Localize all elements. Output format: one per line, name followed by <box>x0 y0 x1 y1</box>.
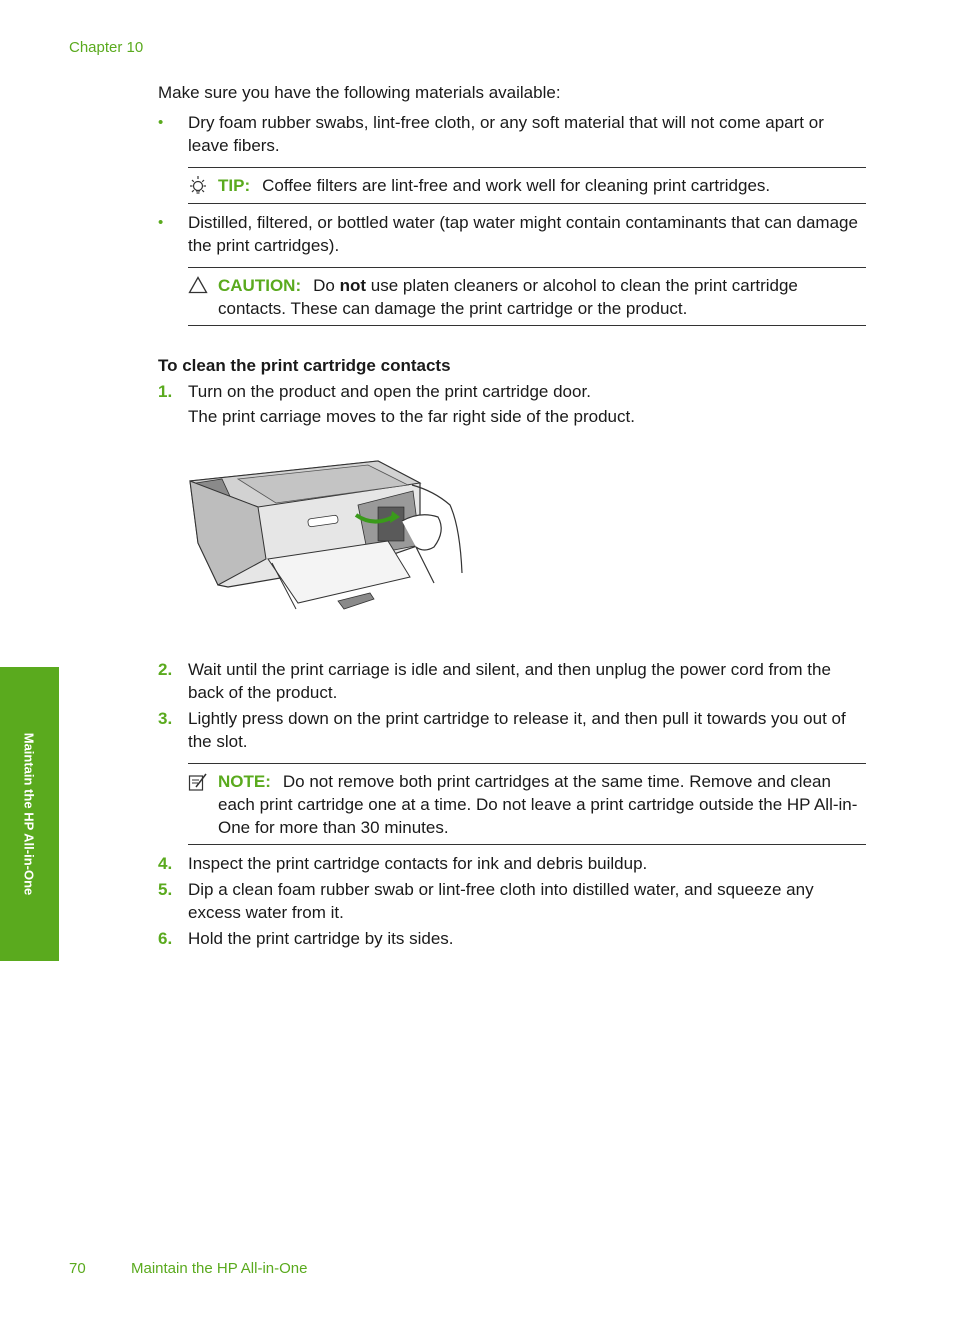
step-text: Dip a clean foam rubber swab or lint-free cloth into distilled water, and squeeze any excess water from it. <box>188 880 814 922</box>
step-item <box>158 927 868 950</box>
bullet-mark: • <box>158 114 164 131</box>
caution-box <box>188 267 866 326</box>
step-item <box>158 380 868 428</box>
bullet-text: Distilled, filtered, or bottled water (tap water might contain contaminants that can damage the print cartridges). <box>188 213 858 255</box>
printer-illustration <box>188 455 468 623</box>
step-number: 1. <box>158 382 173 401</box>
step-number: 4. <box>158 854 173 873</box>
tip-box <box>188 167 866 204</box>
caution-text-before: Do <box>313 276 340 295</box>
side-tab-label: Maintain the HP All-in-One <box>21 732 37 896</box>
list-item <box>158 111 868 157</box>
step-item <box>158 707 868 753</box>
bullet-mark: • <box>158 214 164 231</box>
step-text: Inspect the print cartridge contacts for ink and debris buildup. <box>188 854 648 873</box>
step-text: Hold the print cartridge by its sides. <box>188 929 454 948</box>
note-label: NOTE: <box>218 772 271 791</box>
note-pencil-icon <box>188 772 208 798</box>
section-title: To clean the print cartridge contacts <box>158 356 451 375</box>
step-number: 5. <box>158 880 173 899</box>
step-text: Lightly press down on the print cartridge to release it, and then pull it towards you out of the slot. <box>188 709 846 751</box>
step-number: 2. <box>158 660 173 679</box>
note-text: Do not remove both print cartridges at the same time. Remove and clean each print cartridge one at a time. Do not leave a print cartridge outside the HP All-in-One for more than 30 minutes. <box>218 772 858 837</box>
lightbulb-icon <box>188 175 208 203</box>
intro-paragraph: Make sure you have the following materials available: <box>158 83 561 102</box>
caution-text-after: use platen cleaners or alcohol to clean the print cartridge contacts. These can damage the print cartridge or the product. <box>218 276 798 318</box>
tip-text: Coffee filters are lint-free and work well for cleaning print cartridges. <box>262 176 771 195</box>
chapter-header: Chapter 10 <box>69 39 144 56</box>
step-text: Wait until the print carriage is idle and silent, and then unplug the power cord from the back of the product. <box>188 660 831 702</box>
step-item <box>158 658 868 704</box>
caution-text-bold: not <box>339 276 367 295</box>
tip-label: TIP: <box>218 176 251 195</box>
page-number: 70 <box>69 1260 86 1277</box>
side-tab <box>0 667 59 961</box>
caution-label: CAUTION: <box>218 276 302 295</box>
step-number: 6. <box>158 929 173 948</box>
warning-triangle-icon <box>188 276 208 300</box>
bullet-text: Dry foam rubber swabs, lint-free cloth, or any soft material that will not come apart or leave fibers. <box>188 113 824 155</box>
step-item <box>158 878 868 924</box>
footer-title: Maintain the HP All-in-One <box>131 1260 308 1277</box>
step-number: 3. <box>158 709 173 728</box>
step-subtext: The print carriage moves to the far right side of the product. <box>188 407 635 426</box>
step-text: Turn on the product and open the print cartridge door. <box>188 382 591 401</box>
note-box <box>188 763 866 845</box>
step-item <box>158 852 868 875</box>
list-item <box>158 211 868 257</box>
